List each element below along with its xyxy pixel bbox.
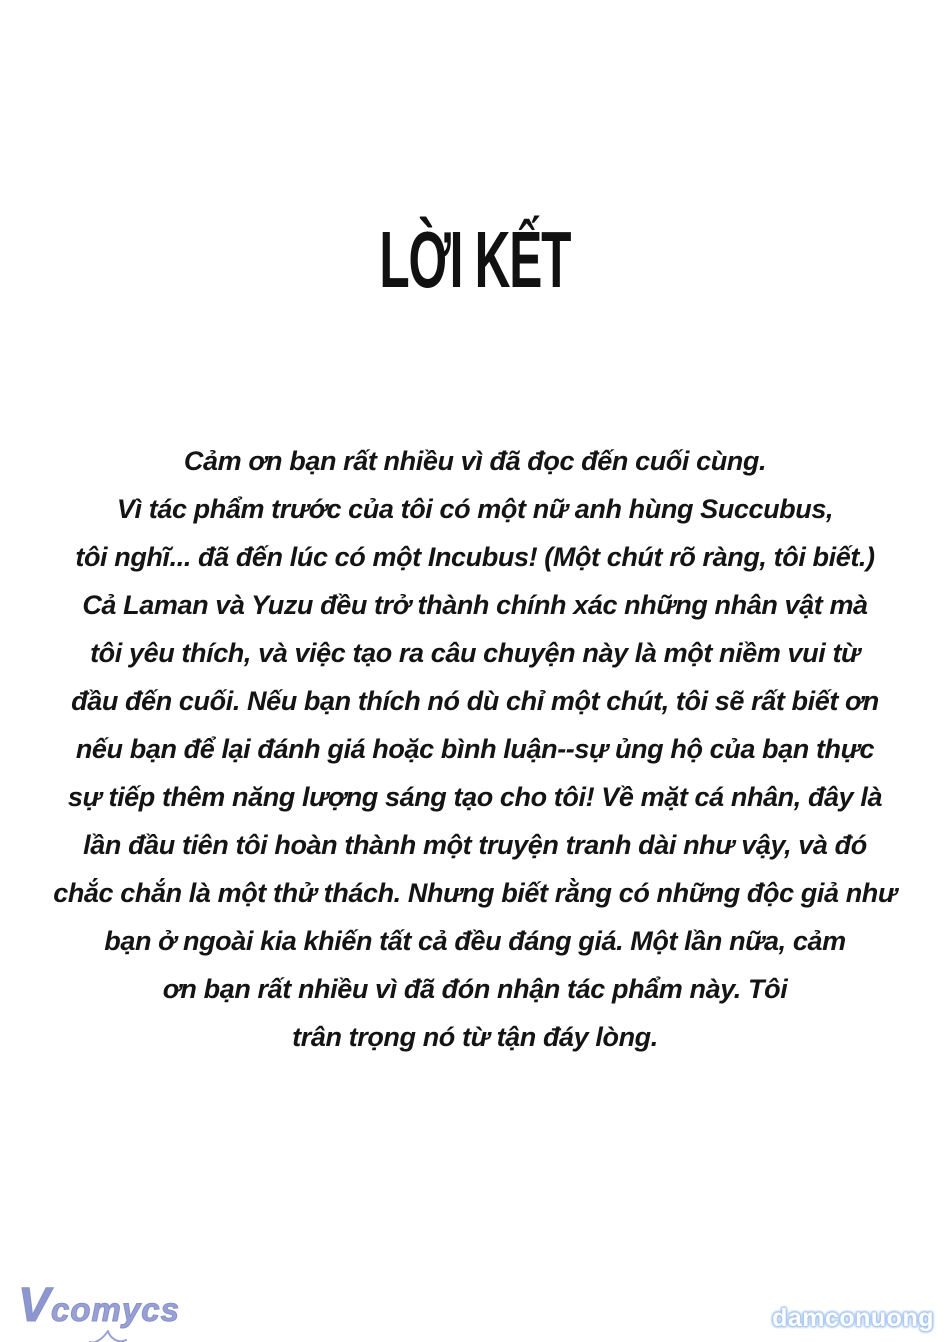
- damconuong-watermark: damconuong: [772, 1304, 934, 1332]
- afterword-line: Vì tác phẩm trước của tôi có một nữ anh hùng Succubus,: [116, 494, 834, 524]
- vcomycs-logo: Vcomycs: [18, 1279, 180, 1332]
- afterword-line: Cả Laman và Yuzu đều trở thành chính xác những nhân vật mà: [82, 590, 868, 620]
- page-title: [0, 215, 950, 304]
- afterword-line: lần đầu tiên tôi hoàn thành một truyện tranh dài như vậy, và đó: [83, 830, 867, 860]
- afterword-line: sự tiếp thêm năng lượng sáng tạo cho tôi! Về mặt cá nhân, đây là: [67, 782, 883, 812]
- afterword-line: bạn ở ngoài kia khiến tất cả đều đáng giá. Một lần nữa, cảm: [104, 926, 846, 956]
- afterword-line: trân trọng nó từ tận đáy lòng.: [292, 1022, 658, 1052]
- page-title-text: LỜI KẾT: [379, 215, 571, 304]
- afterword-line: đầu đến cuối. Nếu bạn thích nó dù chỉ một chút, tôi sẽ rất biết ơn: [71, 686, 879, 716]
- afterword-line: ơn bạn rất nhiều vì đã đón nhận tác phẩm này. Tôi: [162, 974, 788, 1004]
- afterword-line: nếu bạn để lại đánh giá hoặc bình luận--sự ủng hộ của bạn thực: [75, 734, 875, 764]
- afterword-line: Cảm ơn bạn rất nhiều vì đã đọc đến cuối cùng.: [183, 446, 767, 476]
- afterword-line: tôi yêu thích, và việc tạo ra câu chuyện này là một niềm vui từ: [90, 638, 860, 668]
- afterword-line: tôi nghĩ... đã đến lúc có một Incubus! (Một chút rõ ràng, tôi biết.): [75, 542, 875, 572]
- afterword-line: chắc chắn là một thử thách. Nhưng biết rằng có những độc giả như: [53, 878, 897, 908]
- vcomycs-swirl-icon: [88, 1330, 128, 1342]
- afterword-text: [0, 437, 950, 1061]
